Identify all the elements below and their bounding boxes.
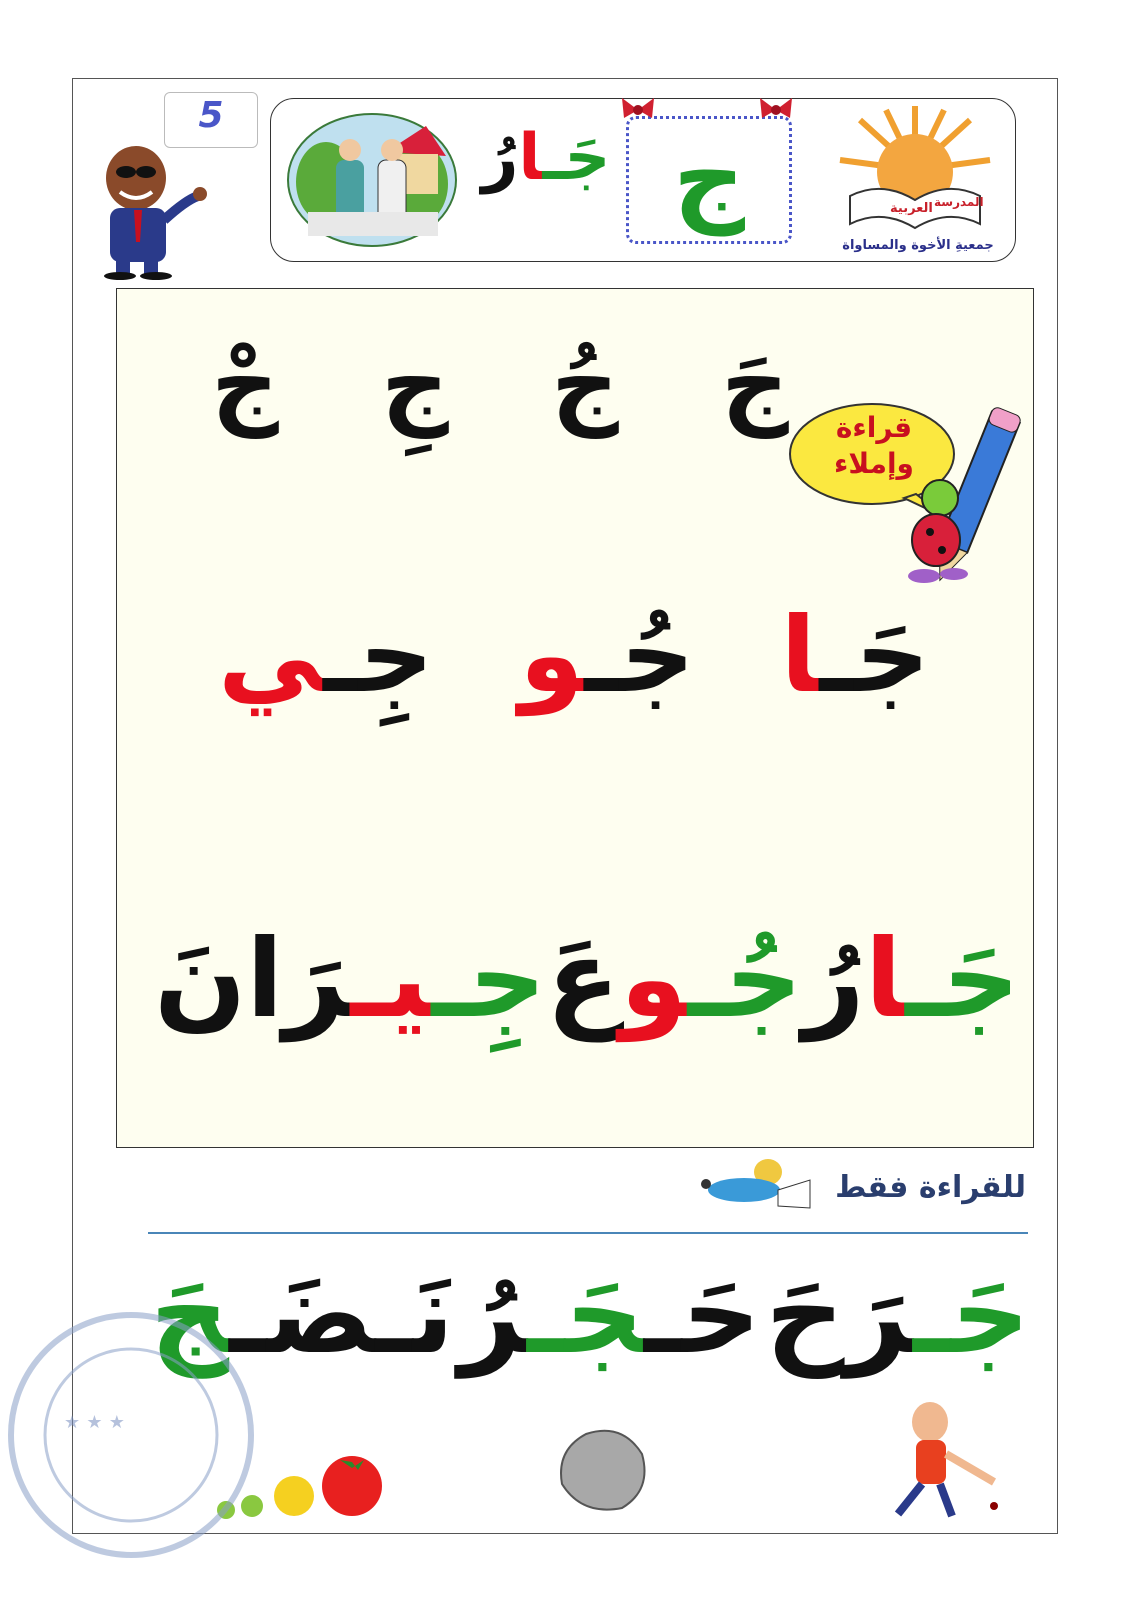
reading-word: نَـضَـجَ	[150, 1250, 455, 1378]
keyword-part: رُ	[481, 121, 519, 195]
syllable: جُـو	[519, 594, 695, 716]
letter-with-damma: ج	[551, 330, 619, 439]
page-number-bubble	[164, 92, 258, 148]
svg-text:★ ★ ★: ★ ★ ★	[64, 1412, 125, 1433]
reading-words-row	[150, 1234, 1030, 1394]
watermark-stamp	[4, 1308, 258, 1562]
association-name: جمعيةِ الأخوة والمساواة	[842, 238, 994, 253]
school-logo-sun	[830, 100, 1000, 240]
svg-text:المدرسة: المدرسة	[934, 195, 984, 209]
teacher-illustration	[86, 130, 216, 280]
word: جَـارُ	[802, 917, 1020, 1042]
letter-with-fatha: ج	[721, 330, 789, 439]
page-number: 5	[198, 95, 224, 136]
letters-row	[190, 320, 810, 450]
letter-with-kasra: ج	[381, 330, 449, 439]
pencil-caterpillar-illustration	[906, 400, 1036, 596]
word: جِـيـرَانَ	[154, 917, 547, 1042]
featured-letter: ج	[672, 119, 746, 236]
keyword-part: جَـ	[542, 121, 611, 195]
reading-word: جَـرَحَ	[765, 1250, 1030, 1378]
syllable: جِـي	[218, 594, 434, 716]
syllables-row	[218, 580, 930, 730]
reading-word: حَـجَـرُ	[458, 1250, 761, 1378]
header-keyword	[472, 110, 620, 206]
lesson-badge: قراءة وإملاء	[834, 411, 914, 480]
svg-text:العربية: العربية	[890, 201, 933, 216]
injured-man-illustration	[868, 1398, 1008, 1522]
keyword-part: ا	[518, 121, 543, 195]
letter-card	[626, 116, 792, 244]
stone-illustration	[552, 1424, 652, 1514]
bow-icon	[618, 92, 658, 128]
bow-icon	[756, 92, 796, 128]
word: جُـوعَ	[546, 917, 803, 1042]
neighbors-illustration	[286, 112, 458, 248]
reading-only-label: للقراءة فقط	[835, 1170, 1026, 1205]
letter-with-sukun: ج	[211, 330, 279, 439]
words-row	[154, 900, 1020, 1060]
syllable: جَـا	[780, 594, 930, 716]
reading-girl-illustration	[698, 1156, 816, 1214]
